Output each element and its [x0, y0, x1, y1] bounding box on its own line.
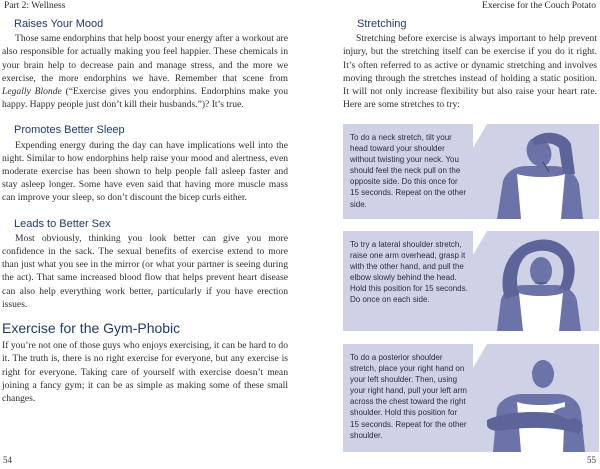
paragraph-stretching-intro: Stretching before exercise is always important to help prevent injury, but the stretching itself can be exercise if you do it right. It’s often referred to as active or dynamic stretching and involves moving through the stretches instead of holding a static position. It will not only increase flexibility but also raise your heart rate. Here are some stretches to try:	[343, 33, 597, 111]
stretch-card-posterior-shoulder	[343, 344, 599, 452]
left-page-column	[2, 14, 288, 405]
paragraph-mood: Those same endorphins that help boost your energy after a workout are also responsible for actually making you feel happier. These chemicals in your brain help to decrease pain and manage stress, and the more we exercise, the more endorphins we have. Remember that scene from Legally Blonde (“Exercise gives you endorphins. Endorphins make you happy. Happy people just don’t kill their husbands.”)? It’s true.	[2, 33, 288, 111]
running-header-right: Exercise for the Couch Potato	[482, 1, 596, 11]
neck-stretch-figure-icon	[483, 126, 595, 219]
page-number-left: 54	[3, 455, 12, 465]
running-header-left: Part 2: Wellness	[4, 1, 66, 11]
right-page-column	[343, 14, 597, 111]
paragraph-sex: Most obviously, thinking you look better can give you more confidence in the sack. The sexual benefits of exercise extend to more than just what you see in the mirror (or what your partner is seeing during the act). That same increased blood flow that helps prevent heart disease can also help everything work better, particularly if you have erection issues.	[2, 232, 288, 310]
stretch-text-lateral-shoulder: To try a lateral shoulder stretch, raise one arm overhead, grasp it with the other hand, and pull the elbow slowly behind the head. Hold this position for 15 seconds. Do once on each side.	[350, 240, 468, 305]
lateral-shoulder-stretch-figure-icon	[483, 233, 595, 331]
heading-better-sleep: Promotes Better Sleep	[14, 124, 125, 137]
heading-better-sex: Leads to Better Sex	[14, 217, 111, 230]
heading-stretching: Stretching	[357, 18, 407, 30]
section-title-gym-phobic: Exercise for the Gym-Phobic	[2, 320, 181, 337]
page-number-right: 55	[587, 455, 596, 465]
posterior-shoulder-stretch-figure-icon	[483, 346, 595, 452]
paragraph-gym-phobic: If you’re not one of those guys who enjoys exercising, it can be hard to do it. The truth is, there is no right exercise for everyone, but any exercise is right for everyone. Taking care of yourself with exercise doesn’t mean joining a fancy gym; it can be as simple as making some of these small changes.	[2, 340, 288, 405]
heading-raises-mood: Raises Your Mood	[14, 18, 104, 30]
paragraph-sleep: Expending energy during the day can have implications well into the night. Similar to how endorphins help raise your mood and alertness, even moderate exercise has been shown to help people fall asleep faster and stay asleep longer. Some have even said that having more muscle mass can improve your sleep, so don’t discount the bicep curls either.	[2, 139, 288, 204]
stretch-text-posterior-shoulder: To do a posterior shoulder stretch, place your right hand on your left shoulder. Then, using your right hand, pull your left arm across the chest toward the right shoulder. Hold this position for 15 seconds. Repeat for the other shoulder.	[350, 353, 467, 440]
stretch-card-lateral-shoulder	[343, 231, 599, 331]
stretch-card-neck	[343, 124, 599, 219]
stretch-text-neck: To do a neck stretch, tilt your head toward your shoulder without twisting your neck. You should feel the neck pull on the opposite side. Do this once for 15 seconds. Repeat on the other side.	[350, 133, 467, 209]
film-title: Legally Blonde	[2, 86, 62, 98]
